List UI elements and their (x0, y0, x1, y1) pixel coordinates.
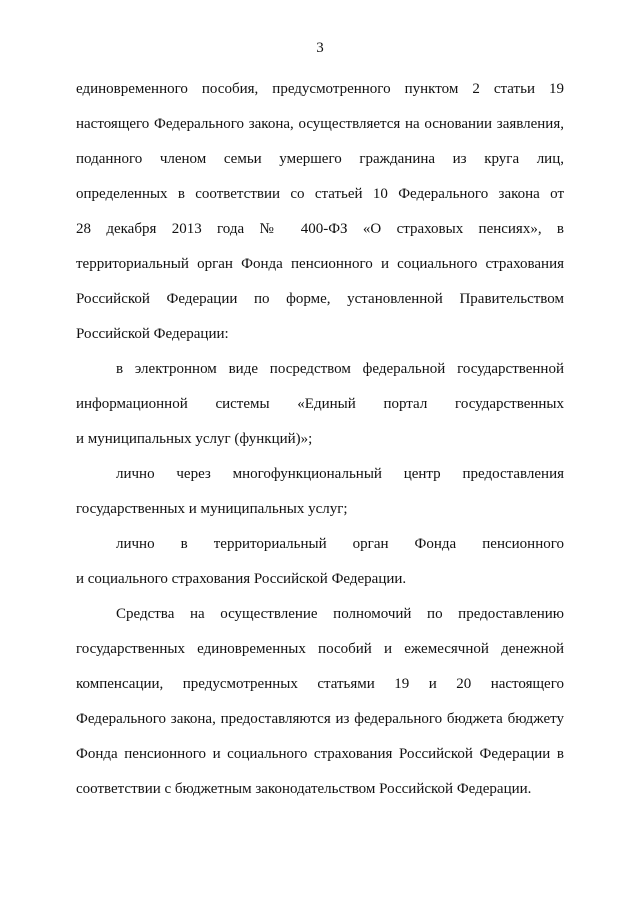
paragraph-4 (76, 533, 564, 603)
text-line: настоящего Федерального закона, осуществляется на основании заявления, (76, 116, 564, 132)
text-line: Российской Федерации: (76, 326, 229, 342)
text-line: определенных в соответствии со статьей 10 Федерального закона от (76, 186, 564, 202)
text-line: Федерального закона, предоставляются из федерального бюджета бюджету (76, 711, 564, 727)
document-body (76, 78, 564, 813)
text-line: лично в территориальный орган Фонда пенсионного (116, 536, 564, 552)
text-line: единовременного пособия, предусмотренного пунктом 2 статьи 19 (76, 81, 564, 97)
text-line: в электронном виде посредством федеральной государственной (116, 361, 564, 377)
text-line: Фонда пенсионного и социального страхования Российской Федерации в (76, 746, 564, 762)
text-line: и муниципальных услуг (функций)»; (76, 431, 313, 447)
text-line: государственных и муниципальных услуг; (76, 501, 348, 517)
text-line: 28 декабря 2013 года № 400-ФЗ «О страховых пенсиях», в (76, 221, 564, 237)
page-number: 3 (316, 40, 324, 56)
text-line: Средства на осуществление полномочий по предоставлению (116, 606, 564, 622)
text-line: государственных единовременных пособий и ежемесячной денежной (76, 641, 564, 657)
text-line: территориальный орган Фонда пенсионного и социального страхования (76, 256, 564, 272)
paragraph-5 (76, 603, 564, 813)
text-line: соответствии с бюджетным законодательством Российской Федерации. (76, 781, 532, 797)
text-line: компенсации, предусмотренных статьями 19 и 20 настоящего (76, 676, 564, 692)
text-line: Российской Федерации по форме, установленной Правительством (76, 291, 564, 307)
text-line: информационной системы «Единый портал государственных (76, 396, 564, 412)
paragraph-1 (76, 78, 564, 358)
text-line: поданного членом семьи умершего гражданина из круга лиц, (76, 151, 564, 167)
text-line: и социального страхования Российской Федерации. (76, 571, 407, 587)
paragraph-3 (76, 463, 564, 533)
text-line: лично через многофункциональный центр предоставления (116, 466, 564, 482)
paragraph-2 (76, 358, 564, 463)
